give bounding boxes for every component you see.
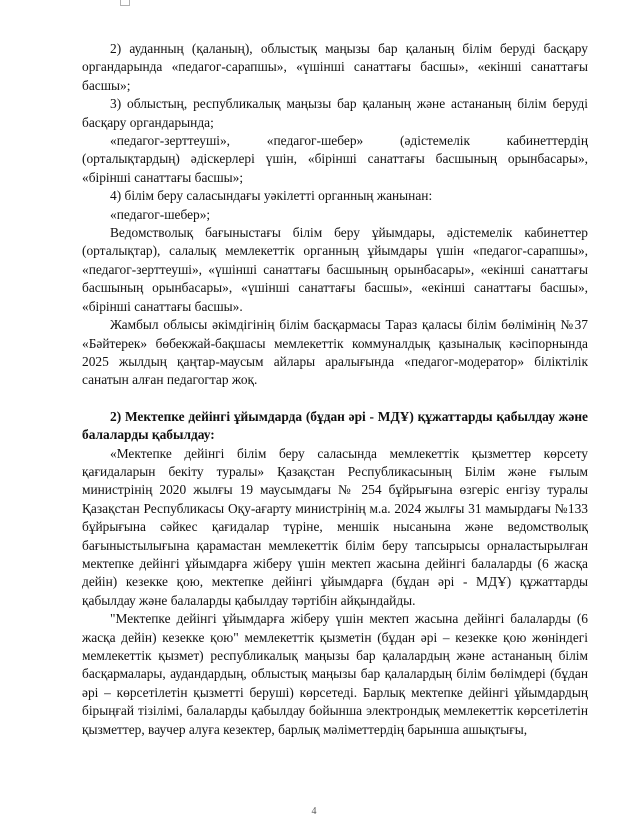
paragraph-4: 4) білім беру саласындағы уәкілетті органның жанынан: [110,188,433,204]
page-number: 4 [311,806,317,817]
spacer [82,390,588,408]
paragraph-2: 3) облыстың, республикалық маңызы бар қаланың және астананың білім беруді басқару органдарында; [82,96,588,130]
section-heading: 2) Мектепке дейінгі ұйымдарда (бұдан әрі - МДҰ) құжаттарды қабылдау және балаларды қабылдау: [82,408,588,443]
paragraph-9: "Мектепке дейінгі ұйымдарға жіберу үшін мектеп жасына дейінгі балаларды (6 жасқа дейін) кезекке қою" мемлекеттік қызметін (бұдан әрі – кезекке қою жөніндегі мемлекеттік қызмет) республикалық маңызы бар қалалардың және астананың білім басқармалары, аудандардың, облыстық маңызы бар қалалардың білім бөлімдері (бұдан әрі – көрсетілетін қызметті беруші) көрсетеді. Барлық мектепке дейінгі ұйымдардың бірыңғай тізілімі, балаларды қабылдау бойынша электрондық мемлекеттік көрсетілетін қызметтер, ваучер алуға кезектер, барлық мәліметтердің барынша ашықтығы, [82,611,588,737]
checkbox-icon [120,0,130,6]
paragraph-5: «педагог-шебер»; [110,206,211,222]
paragraph-8: «Мектепке дейінгі білім беру саласында мемлекеттік қызметтер көрсету қағидаларын бекіту туралы» Қазақстан Республикасының Білім және ғылым министрінің 2020 жылғы 19 маусымдағы № 254 бұйрығына өзгеріс енгізу туралы Қазақстан Республикасы Оқу-ағарту министрінің м.а. 2024 жылғы 31 мамырдағы №133 бұйрығына сәйкес қағидалар түріне, меншік нысанына және ведомстволық бағыныстылығына қарамастан мемлекеттік білім беру тапсырысы орналастырылған мектепке дейінгі ұйымдарға жіберу үшін мектеп жасына дейінгі балаларды (6 жасқа дейін) кезекке қою, мектепке дейінгі ұйымдарға (бұдан әрі - МДҰ) құжаттарды қабылдау және балаларды қабылдау тәртібін айқындайды. [82,445,588,608]
paragraph-6: Ведомстволық бағыныстағы білім беру ұйымдары, әдістемелік кабинеттер (орталықтар), салалық мемлекеттік органның ұйымдары үшін «педагог-сарапшы», «педагог-зерттеуші», «үшінші санаттағы басшының орынбасары», «екінші санаттағы басшының орынбасары», «үшінші санаттағы басшы», «екінші санаттағы басшы», «бірінші санаттағы басшы». [82,225,588,314]
paragraph-7: Жамбыл облысы әкімдігінің білім басқармасы Тараз қаласы білім бөлімінің №37 «Бәйтерек» бөбекжай-бақшасы мемлекеттік коммуналдық қазыналық кәсіпорнында 2025 жылдың қаңтар-маусым айлары аралығында «педагог-модератор» біліктілік санатын алған педагогтар жоқ. [82,317,588,388]
document-page [82,40,588,739]
paragraph-1: 2) ауданның (қаланың), облыстық маңызы бар қаланың білім беруді басқару органдарында «педагог-сарапшы», «үшінші санаттағы басшы», «екінші санаттағы басшы»; [82,41,588,93]
top-strip [0,0,628,6]
paragraph-3: «педагог-зерттеуші», «педагог-шебер» (әдістемелік кабинеттердің (орталықтардың) әдіскерлері үшін, «бірінші санаттағы басшының орынбасары», «бірінші санаттағы басшы»; [82,133,588,185]
